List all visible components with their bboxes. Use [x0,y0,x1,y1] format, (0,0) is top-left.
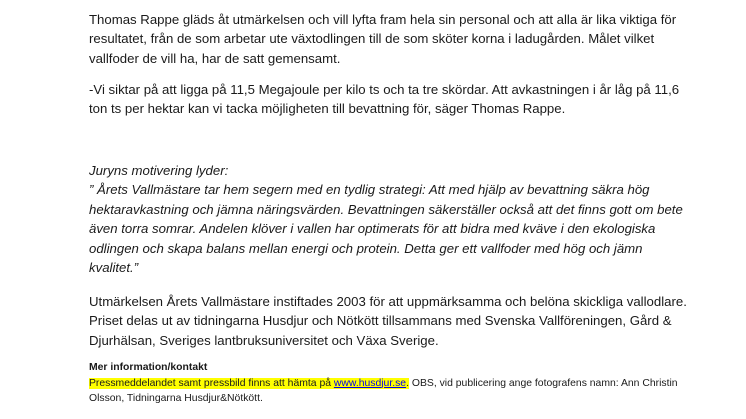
paragraph-quote-rappe: -Vi siktar på att ligga på 11,5 Megajoule per kilo ts och ta tre skördar. Att avkastningen i år låg på 11,6 ton ts per hektar kan vi tacka möjligheten till bevattning för, säger Thomas Rappe. [89,82,680,117]
jury-intro: Juryns motivering lyder: [89,163,229,178]
jury-motivation [89,161,689,277]
press-highlight-text: Pressmeddelandet samt pressbild finns att hämta på [89,377,334,389]
jury-quote: ” Årets Vallmästare tar hem segern med en tydlig strategi: Att med hjälp av bevattning säkra hög hektaravkastning och jämna näringsvärden. Bevattningen säkerställer också att det finns gott om bete även torra somrar. Andelen klöver i vallen har optimerats för att bidra med kväve i den ekologiska odlingen och skapa balans mellan energi och protein. Detta ger ett vallfoder med hög och jämn kvalitet.” [89,182,683,276]
link-suffix: . [406,377,409,389]
contact-heading: Mer information/kontakt [89,362,208,373]
husdjur-link[interactable]: www.husdjur.se [333,377,407,389]
paragraph-thomas-rappe: Thomas Rappe gläds åt utmärkelsen och vill lyfta fram hela sin personal och att alla är lika viktiga för resultatet, från de som arbetar ute växtodlingen till de som sköter korna i ladugården. Målet vilket vallfoder de vill ha, har de satt gemensamt. [89,12,677,66]
press-highlight [89,378,409,389]
paragraph-award-history: Utmärkelsen Årets Vallmästare instiftades 2003 för att uppmärksamma och belöna skickliga vallodlare. Priset delas ut av tidningarna Husdjur och Nötkött tillsammans med Svenska Vallföreningen, Gård & Djurhälsan, Sveriges lantbruksuniversitet och Växa Sverige. [89,294,687,348]
publication-note: OBS, vid publicering ange fotografens namn: Ann Christin Olsson, Tidningarna Husdjur&Nötkött. [89,377,678,405]
contact-section [89,360,689,407]
